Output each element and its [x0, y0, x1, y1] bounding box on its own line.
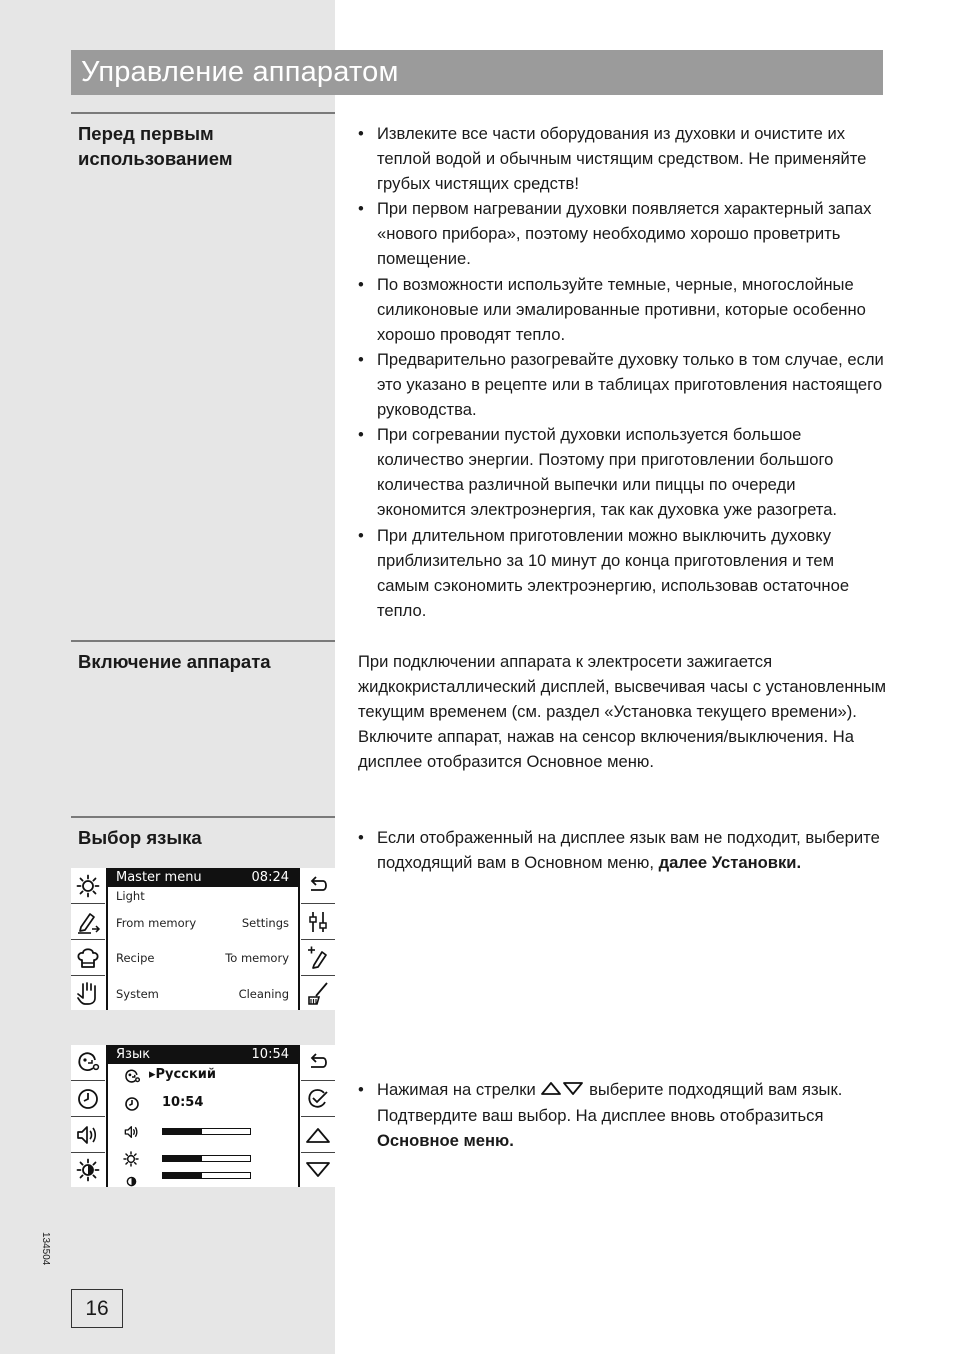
confirm-icon[interactable]: [301, 1081, 335, 1117]
volume-small-icon: [123, 1124, 141, 1144]
menu-row-recipe: [116, 951, 289, 965]
display-language: [71, 1045, 335, 1187]
section-rule: [71, 816, 335, 818]
document-code: 134504: [40, 1232, 51, 1266]
screen-time: 10:54: [251, 1047, 289, 1062]
power-on-text: [358, 649, 888, 774]
memory-store-icon[interactable]: [301, 940, 335, 976]
menu-item[interactable]: Cleaning: [238, 987, 289, 1001]
clock-icon[interactable]: [71, 1081, 105, 1117]
cleaning-icon[interactable]: [301, 975, 335, 1010]
menu-row-memory: [116, 916, 289, 930]
left-icon-column: [71, 1045, 105, 1187]
screen-header: [108, 1045, 298, 1064]
clock-value[interactable]: 10:54: [162, 1095, 204, 1110]
contrast-bar[interactable]: [162, 1172, 251, 1179]
right-icon-column: [301, 1045, 335, 1187]
list-item-text: Если отображенный на дисплее язык вам не подходит, выберите подходящий вам в Основном меню,: [377, 828, 880, 873]
language-value[interactable]: ▸Русский: [149, 1067, 216, 1082]
section-rule: [71, 112, 335, 114]
back-icon[interactable]: [301, 868, 335, 904]
menu-row-system: [116, 987, 289, 1001]
volume-bar[interactable]: [162, 1128, 251, 1135]
menu-item[interactable]: System: [116, 987, 159, 1001]
arrow-up-down-icon: [540, 1078, 584, 1103]
menu-row-light: [116, 889, 289, 903]
display-master-menu: [71, 868, 335, 1010]
brightness-bar-fill: [163, 1156, 202, 1161]
list-item: [358, 825, 888, 875]
volume-icon[interactable]: [71, 1117, 105, 1153]
list-item-bold: Основное меню.: [377, 1131, 514, 1151]
list-item-text-pre: Нажимая на стрелки: [377, 1080, 541, 1099]
left-icon-column: [71, 868, 105, 1010]
arrow-down-icon[interactable]: [301, 1152, 335, 1187]
chef-hat-icon[interactable]: [71, 940, 105, 976]
list-item-bold: далее Установки.: [658, 853, 802, 873]
title-bar: [71, 50, 883, 95]
lcd-screen: [106, 1045, 300, 1187]
section-heading-first-use: Перед первым использованием: [78, 123, 233, 169]
brightness-small-icon: [123, 1151, 139, 1171]
list-item: [358, 1077, 893, 1153]
paragraph: Включите аппарат, нажав на сенсор включения/выключения. На дисплее отобразится Основное меню.: [358, 727, 854, 772]
screen-header: [108, 868, 298, 887]
language-list-2: [358, 1077, 893, 1153]
menu-item[interactable]: Light: [116, 889, 145, 903]
arrow-up-icon[interactable]: [301, 1117, 335, 1153]
first-use-list: [358, 121, 888, 623]
hand-icon[interactable]: [71, 975, 105, 1010]
list-item: • Извлеките все части оборудования из духовки и очистите их теплой водой и обычным чистящим средством. Не применяйте грубых чистящих средств!: [358, 121, 888, 196]
brightness-bar[interactable]: [162, 1155, 251, 1162]
list-item: • При длительном приготовлении можно выключить духовку приблизительно за 10 минут до конца приготовления и тем самым сэкономить электроэнергию, использовав остаточное тепло.: [358, 523, 888, 623]
list-item: • Предварительно разогревайте духовку только в том случае, если это указано в рецепте или в таблицах приготовления настоящего руководства.: [358, 347, 888, 422]
screen-title: Master menu: [116, 870, 202, 885]
list-item-text: выберите подходящий вам язык. Подтвердите ваш выбор. На дисплее вновь отобразиться: [377, 1080, 843, 1126]
paragraph: При подключении аппарата к электросети зажигается жидкокристаллический дисплей, высвечивая часы с установленным текущим временем (см. раздел «Установка текущего времени»).: [358, 652, 887, 722]
brightness-icon[interactable]: [71, 1152, 105, 1187]
menu-item[interactable]: Recipe: [116, 951, 155, 965]
memory-pen-icon[interactable]: [71, 904, 105, 940]
contrast-bar-fill: [163, 1173, 202, 1178]
section-heading-power-on: Включение аппарата: [78, 651, 271, 672]
back-icon[interactable]: [301, 1045, 335, 1081]
list-item: • По возможности используйте темные, черные, многослойные силиконовые или эмалированные противни, которые особенно хорошо проводят тепло.: [358, 272, 888, 347]
list-item: • При первом нагревании духовки появляется характерный запах «нового прибора», поэтому необходимо хорошо проветрить помещение.: [358, 196, 888, 271]
page-title: Управление аппаратом: [81, 56, 399, 88]
list-item: • При согревании пустой духовки используется большое количество энергии. Поэтому при приготовлении большого количества различной выпечки или пиццы по очереди экономится электроэнергия, так как духовка уже разогрета.: [358, 422, 888, 522]
screen-title: Язык: [116, 1047, 151, 1062]
language-icon[interactable]: [71, 1045, 105, 1081]
section-rule: [71, 640, 335, 642]
menu-item[interactable]: To memory: [225, 951, 289, 965]
volume-bar-fill: [163, 1129, 202, 1134]
screen-time: 08:24: [251, 870, 289, 885]
clock-small-icon: [124, 1096, 140, 1116]
language-list-1: [358, 825, 888, 875]
right-icon-column: [301, 868, 335, 1010]
menu-item[interactable]: From memory: [116, 916, 197, 930]
settings-icon[interactable]: [301, 904, 335, 940]
lcd-screen: [106, 868, 300, 1010]
menu-item[interactable]: Settings: [241, 916, 289, 930]
language-small-icon: [122, 1068, 142, 1090]
contrast-small-icon: [126, 1172, 137, 1187]
light-icon[interactable]: [71, 868, 105, 904]
page-number: 16: [71, 1289, 123, 1328]
section-heading-language: Выбор языка: [78, 827, 202, 848]
